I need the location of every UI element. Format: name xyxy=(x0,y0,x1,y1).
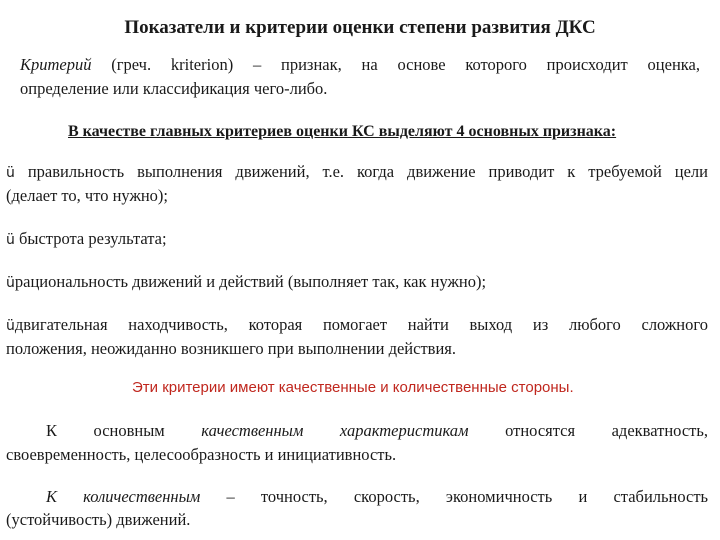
check-icon: ü xyxy=(6,165,15,181)
definition-line-2: определение или классификация чего-либо. xyxy=(20,79,328,98)
quantitative-line-2: (устойчивость) движений. xyxy=(6,510,191,529)
emphasis-qualitative: качественным xyxy=(201,421,304,440)
word: экономичность xyxy=(445,487,553,506)
word: точность, xyxy=(260,487,328,506)
list-item-text: (делает то, что нужно); xyxy=(6,186,169,205)
list-item-line xyxy=(6,231,167,248)
word: относятся xyxy=(505,421,576,440)
emphasis-quantitative: количественным xyxy=(83,487,201,506)
quantitative-line-1 xyxy=(46,489,708,506)
definition-term: Критерий xyxy=(20,55,92,74)
word: основным xyxy=(93,421,165,440)
word: скорость, xyxy=(353,487,420,506)
list-item-text: положения, неожиданно возникшего при выполнении действия. xyxy=(6,339,456,358)
list-item-text: быстрота результата; xyxy=(19,229,167,248)
list-item-line xyxy=(6,274,486,291)
definition-line-1 xyxy=(20,57,700,74)
list-item-line xyxy=(6,164,708,181)
subheading: В качестве главных критериев оценки КС выделяют 4 основных признака: xyxy=(68,123,617,140)
emphasis-characteristics: характеристикам xyxy=(339,421,469,440)
definition-text: (греч. kriterion) – признак, на основе которого происходит оценка, xyxy=(111,55,701,74)
qualitative-line-2: своевременность, целесообразность и инициативность. xyxy=(6,445,397,464)
check-icon: ü xyxy=(6,275,15,291)
list-item-text: рациональность движений и действий (выполняет так, как нужно); xyxy=(14,272,487,291)
check-icon: ü xyxy=(6,232,15,248)
list-item-text: двигательная находчивость, которая помогает найти выход из любого сложного xyxy=(14,315,708,334)
red-note: Эти критерии имеют качественные и количественные стороны. xyxy=(132,379,574,396)
list-item-text: правильность выполнения движений, т.е. когда движение приводит к требуемой цели xyxy=(27,162,709,181)
word: – xyxy=(226,487,235,506)
qualitative-line-1 xyxy=(46,423,708,440)
word: и xyxy=(578,487,588,506)
word: стабильность xyxy=(613,487,709,506)
list-item-line xyxy=(6,317,708,334)
emphasis-k: К xyxy=(46,487,57,506)
word: К xyxy=(46,421,58,440)
check-icon: ü xyxy=(6,318,15,334)
page-title: Показатели и критерии оценки степени развития ДКС xyxy=(124,17,596,38)
word: адекватность, xyxy=(611,421,709,440)
